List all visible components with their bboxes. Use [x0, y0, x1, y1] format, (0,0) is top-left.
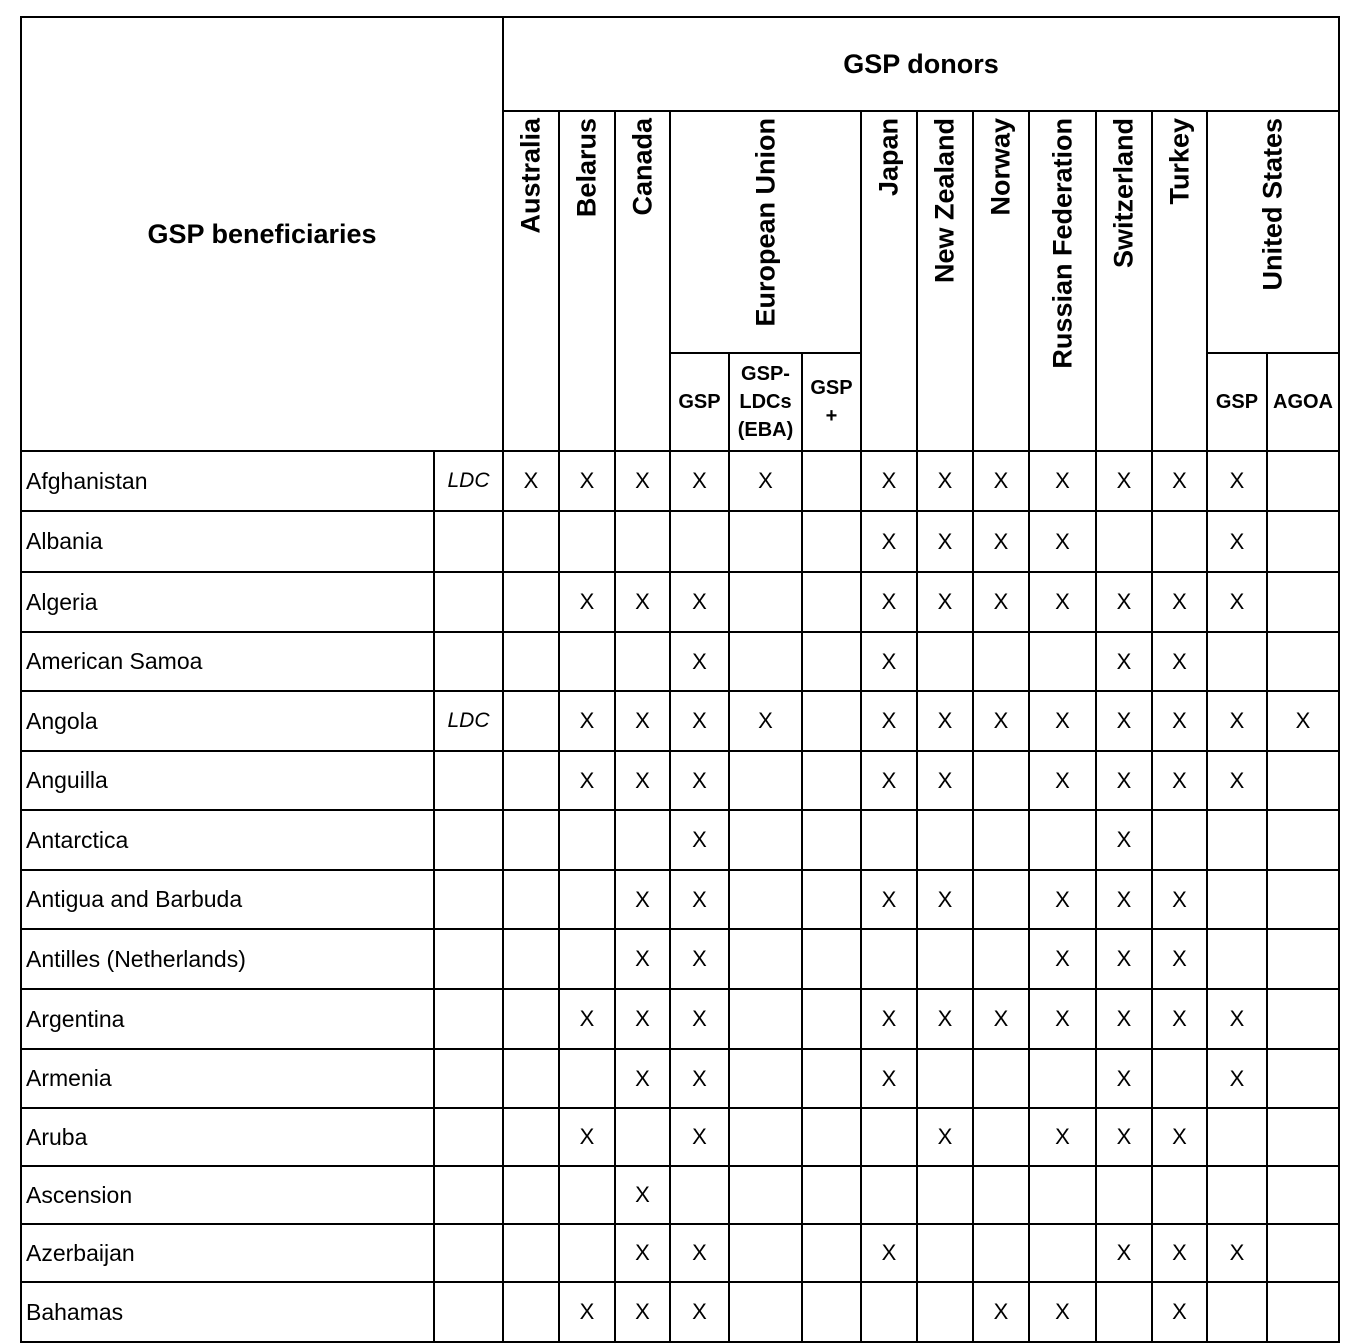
- table-row: [21, 511, 1339, 572]
- donor-mark: [729, 632, 802, 691]
- donor-mark: X: [1152, 451, 1207, 511]
- eu-eba-label-1: GSP-: [741, 363, 790, 385]
- ldc-status: [434, 870, 503, 929]
- beneficiary-name: Armenia: [21, 1049, 434, 1108]
- donor-mark: [917, 1166, 973, 1224]
- donor-turkey-label: Turkey: [1164, 118, 1194, 205]
- donor-norway-label: Norway: [985, 118, 1016, 216]
- table-body: [21, 451, 1339, 1342]
- beneficiary-name: Afghanistan: [21, 451, 434, 511]
- table-row: [21, 691, 1339, 751]
- donor-mark: [1267, 511, 1339, 572]
- donor-mark: X: [615, 451, 670, 511]
- donor-mark: [503, 1049, 559, 1108]
- donor-mark: [917, 1282, 973, 1342]
- donor-mark: [973, 1108, 1029, 1166]
- donor-mark: X: [1096, 1049, 1152, 1108]
- donors-header: [503, 17, 1339, 111]
- donor-mark: [729, 1224, 802, 1282]
- donor-mark: X: [559, 751, 615, 810]
- donor-mark: [559, 632, 615, 691]
- donor-new-zealand-label: New Zealand: [929, 118, 960, 284]
- donor-mark: [729, 929, 802, 989]
- donor-mark: X: [615, 572, 670, 632]
- donor-mark: X: [670, 1224, 729, 1282]
- donor-mark: [503, 1282, 559, 1342]
- donor-mark: [802, 451, 861, 511]
- donor-mark: X: [559, 989, 615, 1049]
- donor-mark: X: [917, 572, 973, 632]
- donor-mark: [1029, 1166, 1096, 1224]
- donor-mark: [1029, 1049, 1096, 1108]
- donor-mark: X: [917, 751, 973, 810]
- table-row: [21, 1049, 1339, 1108]
- donor-mark: [917, 1049, 973, 1108]
- donor-mark: X: [917, 870, 973, 929]
- donor-mark: [802, 1049, 861, 1108]
- donor-mark: X: [861, 632, 917, 691]
- donor-mark: X: [1096, 810, 1152, 870]
- donor-mark: X: [615, 751, 670, 810]
- donor-mark: X: [1096, 870, 1152, 929]
- beneficiary-name: Aruba: [21, 1108, 434, 1166]
- donor-mark: [503, 572, 559, 632]
- ldc-status: [434, 1108, 503, 1166]
- donor-mark: X: [1096, 929, 1152, 989]
- donor-mark: X: [1096, 691, 1152, 751]
- donor-mark: X: [973, 1282, 1029, 1342]
- ldc-status: [434, 1166, 503, 1224]
- eu-gsp-header: [670, 353, 729, 451]
- donor-mark: X: [1029, 1282, 1096, 1342]
- donor-mark: X: [615, 1049, 670, 1108]
- donor-mark: X: [503, 451, 559, 511]
- donor-mark: [1152, 1049, 1207, 1108]
- donor-belarus: [559, 111, 615, 451]
- ldc-status: LDC: [434, 451, 503, 511]
- eu-eba-label-2: LDCs: [739, 391, 792, 413]
- donor-mark: X: [559, 451, 615, 511]
- donor-mark: X: [615, 870, 670, 929]
- donor-mark: [973, 929, 1029, 989]
- donor-mark: X: [1029, 572, 1096, 632]
- donor-mark: [1267, 1108, 1339, 1166]
- ldc-status: [434, 572, 503, 632]
- donor-mark: [729, 1282, 802, 1342]
- donor-mark: X: [861, 691, 917, 751]
- donor-mark: [1207, 1166, 1267, 1224]
- donor-new-zealand: [917, 111, 973, 451]
- donor-mark: [802, 751, 861, 810]
- table-row: [21, 1166, 1339, 1224]
- donor-mark: [503, 1108, 559, 1166]
- donor-mark: [503, 870, 559, 929]
- donor-mark: [802, 511, 861, 572]
- donor-mark: X: [1152, 870, 1207, 929]
- donor-mark: X: [1029, 870, 1096, 929]
- donor-mark: [503, 751, 559, 810]
- donor-australia: [503, 111, 559, 451]
- donor-mark: X: [861, 1224, 917, 1282]
- donor-mark: [1207, 870, 1267, 929]
- beneficiary-name: Argentina: [21, 989, 434, 1049]
- donor-mark: X: [1207, 989, 1267, 1049]
- eu-eba-label-3: (EBA): [737, 419, 794, 441]
- donor-australia-label: Australia: [515, 118, 546, 234]
- beneficiary-name: Ascension: [21, 1166, 434, 1224]
- beneficiary-name: Bahamas: [21, 1282, 434, 1342]
- donor-mark: [802, 810, 861, 870]
- table-row: [21, 870, 1339, 929]
- donor-mark: [1096, 511, 1152, 572]
- eu-eba-header: [729, 353, 802, 451]
- donor-russia-label: Russian Federation: [1047, 118, 1077, 369]
- donor-mark: X: [1207, 511, 1267, 572]
- donor-mark: X: [973, 989, 1029, 1049]
- donor-mark: [1207, 810, 1267, 870]
- donor-mark: [729, 870, 802, 929]
- donor-mark: [802, 572, 861, 632]
- donor-mark: [503, 810, 559, 870]
- donor-mark: X: [670, 632, 729, 691]
- table-row: [21, 632, 1339, 691]
- donor-mark: [917, 810, 973, 870]
- donor-mark: X: [1207, 1049, 1267, 1108]
- donor-mark: [615, 511, 670, 572]
- eu-gsp-plus-label-2: +: [825, 405, 838, 427]
- donor-mark: [802, 691, 861, 751]
- donor-eu: [670, 111, 861, 353]
- donor-mark: X: [1029, 451, 1096, 511]
- donor-mark: X: [973, 691, 1029, 751]
- donor-turkey: [1152, 111, 1207, 451]
- donor-mark: [1029, 810, 1096, 870]
- donor-mark: X: [670, 810, 729, 870]
- donor-mark: X: [1207, 451, 1267, 511]
- table-row: [21, 1224, 1339, 1282]
- donor-mark: [503, 1166, 559, 1224]
- donor-mark: X: [973, 451, 1029, 511]
- donor-mark: X: [670, 1108, 729, 1166]
- donor-mark: [559, 1166, 615, 1224]
- beneficiary-name: Antilles (Netherlands): [21, 929, 434, 989]
- donor-mark: X: [1152, 572, 1207, 632]
- donor-mark: X: [559, 691, 615, 751]
- donor-mark: [615, 632, 670, 691]
- beneficiary-name: Algeria: [21, 572, 434, 632]
- donor-mark: X: [1152, 691, 1207, 751]
- donor-mark: X: [861, 1049, 917, 1108]
- donor-mark: [1267, 632, 1339, 691]
- donor-mark: X: [917, 511, 973, 572]
- donor-mark: [729, 1108, 802, 1166]
- donor-mark: X: [1096, 1108, 1152, 1166]
- donor-mark: X: [1152, 751, 1207, 810]
- donor-mark: X: [670, 989, 729, 1049]
- table-row: [21, 989, 1339, 1049]
- donor-mark: X: [670, 1049, 729, 1108]
- donor-mark: [861, 1282, 917, 1342]
- beneficiary-name: Antigua and Barbuda: [21, 870, 434, 929]
- donor-mark: [802, 1166, 861, 1224]
- donor-mark: X: [670, 451, 729, 511]
- ldc-status: [434, 929, 503, 989]
- ldc-status: [434, 989, 503, 1049]
- donor-mark: [802, 1224, 861, 1282]
- donor-mark: [802, 632, 861, 691]
- donor-mark: [1267, 1224, 1339, 1282]
- donor-mark: X: [1096, 632, 1152, 691]
- ldc-status: LDC: [434, 691, 503, 751]
- us-agoa-header: [1267, 353, 1339, 451]
- donor-mark: X: [861, 511, 917, 572]
- donor-mark: [802, 1108, 861, 1166]
- donor-mark: [1267, 1282, 1339, 1342]
- donor-mark: [1267, 572, 1339, 632]
- donor-mark: [503, 691, 559, 751]
- donor-mark: X: [861, 751, 917, 810]
- donor-mark: [973, 751, 1029, 810]
- donor-mark: [973, 810, 1029, 870]
- donor-mark: X: [1152, 1108, 1207, 1166]
- donor-mark: X: [615, 929, 670, 989]
- donor-mark: X: [973, 511, 1029, 572]
- donor-mark: [861, 1166, 917, 1224]
- donor-mark: X: [670, 572, 729, 632]
- donor-mark: X: [559, 572, 615, 632]
- donor-mark: [917, 929, 973, 989]
- donor-mark: [1267, 989, 1339, 1049]
- donor-mark: X: [670, 751, 729, 810]
- donor-mark: X: [1096, 751, 1152, 810]
- donor-mark: [973, 1166, 1029, 1224]
- donor-mark: X: [670, 691, 729, 751]
- donor-mark: [729, 511, 802, 572]
- beneficiary-name: Angola: [21, 691, 434, 751]
- donor-mark: [1267, 451, 1339, 511]
- ldc-status: [434, 1282, 503, 1342]
- donor-mark: X: [615, 1224, 670, 1282]
- donor-mark: [861, 810, 917, 870]
- donors-header-label: GSP donors: [843, 48, 999, 79]
- donor-mark: [503, 511, 559, 572]
- donor-mark: X: [1152, 1224, 1207, 1282]
- donor-mark: X: [861, 451, 917, 511]
- donor-mark: [503, 1224, 559, 1282]
- donor-mark: X: [1152, 1282, 1207, 1342]
- donor-mark: X: [1029, 691, 1096, 751]
- eu-gsp-plus-header: [802, 353, 861, 451]
- donor-mark: [559, 929, 615, 989]
- donor-mark: X: [1096, 572, 1152, 632]
- ldc-status: [434, 1049, 503, 1108]
- donor-norway: [973, 111, 1029, 451]
- eu-gsp-label: GSP: [678, 391, 721, 413]
- donor-mark: X: [1152, 989, 1207, 1049]
- donor-mark: X: [1207, 691, 1267, 751]
- us-gsp-header: [1207, 353, 1267, 451]
- us-agoa-label: AGOA: [1273, 391, 1333, 413]
- table-row: [21, 1282, 1339, 1342]
- table-row: [21, 572, 1339, 632]
- donor-mark: X: [559, 1108, 615, 1166]
- donor-mark: [1152, 511, 1207, 572]
- donor-mark: [802, 870, 861, 929]
- gsp-table: [20, 16, 1340, 1343]
- table-row: [21, 1108, 1339, 1166]
- table-row: [21, 751, 1339, 810]
- donor-mark: [1152, 1166, 1207, 1224]
- donor-mark: [973, 870, 1029, 929]
- donor-mark: X: [615, 1282, 670, 1342]
- donor-mark: [973, 1049, 1029, 1108]
- donor-mark: [973, 632, 1029, 691]
- donor-switzerland: [1096, 111, 1152, 451]
- donor-mark: X: [861, 989, 917, 1049]
- us-gsp-label: GSP: [1215, 391, 1259, 413]
- beneficiary-name: American Samoa: [21, 632, 434, 691]
- donor-mark: [1096, 1166, 1152, 1224]
- donor-mark: [1267, 1049, 1339, 1108]
- donor-mark: [917, 1224, 973, 1282]
- donor-mark: X: [729, 451, 802, 511]
- donor-mark: [503, 989, 559, 1049]
- donor-us-label: United States: [1257, 118, 1288, 291]
- donor-belarus-label: Belarus: [571, 118, 602, 218]
- donor-mark: [1267, 870, 1339, 929]
- donor-japan: [861, 111, 917, 451]
- beneficiary-name: Azerbaijan: [21, 1224, 434, 1282]
- donor-mark: X: [861, 870, 917, 929]
- donor-mark: X: [973, 572, 1029, 632]
- donor-mark: [615, 1108, 670, 1166]
- donor-mark: [503, 929, 559, 989]
- donor-mark: [729, 810, 802, 870]
- beneficiary-name: Albania: [21, 511, 434, 572]
- donor-mark: X: [917, 989, 973, 1049]
- donor-mark: [861, 929, 917, 989]
- ldc-status: [434, 810, 503, 870]
- donor-mark: [1267, 929, 1339, 989]
- donor-mark: X: [670, 1282, 729, 1342]
- donor-mark: X: [1267, 691, 1339, 751]
- donor-mark: [729, 572, 802, 632]
- ldc-status: [434, 632, 503, 691]
- donor-russia: [1029, 111, 1096, 451]
- donor-mark: [670, 511, 729, 572]
- donor-mark: [729, 989, 802, 1049]
- donor-mark: X: [1096, 451, 1152, 511]
- donor-mark: [1096, 1282, 1152, 1342]
- ldc-status: [434, 751, 503, 810]
- ldc-status: [434, 1224, 503, 1282]
- donor-mark: [670, 1166, 729, 1224]
- donor-japan-label: Japan: [873, 118, 904, 197]
- donor-us: [1207, 111, 1339, 353]
- donor-mark: [917, 632, 973, 691]
- donor-mark: X: [917, 451, 973, 511]
- donor-mark: X: [917, 1108, 973, 1166]
- donor-mark: X: [1096, 1224, 1152, 1282]
- donor-mark: X: [917, 691, 973, 751]
- donor-mark: X: [1029, 511, 1096, 572]
- donor-mark: [973, 1224, 1029, 1282]
- donor-mark: [1267, 751, 1339, 810]
- beneficiaries-header: [21, 17, 503, 451]
- donor-mark: X: [615, 691, 670, 751]
- donor-mark: X: [1096, 989, 1152, 1049]
- donor-mark: X: [615, 1166, 670, 1224]
- donor-mark: [1152, 810, 1207, 870]
- donor-eu-label: European Union: [750, 118, 780, 327]
- donor-canada: [615, 111, 670, 451]
- donor-mark: [1029, 1224, 1096, 1282]
- donor-mark: [802, 989, 861, 1049]
- donor-mark: [615, 810, 670, 870]
- donor-mark: [559, 810, 615, 870]
- donor-mark: X: [861, 572, 917, 632]
- donor-mark: [1267, 1166, 1339, 1224]
- donor-mark: X: [1152, 929, 1207, 989]
- donor-mark: X: [670, 870, 729, 929]
- donor-mark: [559, 870, 615, 929]
- donor-mark: X: [670, 929, 729, 989]
- donor-mark: X: [1029, 751, 1096, 810]
- donor-mark: [729, 1049, 802, 1108]
- donor-mark: X: [1207, 1224, 1267, 1282]
- donor-mark: X: [615, 989, 670, 1049]
- donor-mark: X: [1029, 989, 1096, 1049]
- donor-mark: X: [1152, 632, 1207, 691]
- ldc-status: [434, 511, 503, 572]
- table-row: [21, 451, 1339, 511]
- donor-mark: X: [1207, 572, 1267, 632]
- donor-mark: [802, 929, 861, 989]
- eu-gsp-plus-label-1: GSP: [810, 377, 853, 399]
- table-row: [21, 929, 1339, 989]
- donor-mark: X: [1029, 1108, 1096, 1166]
- table-row: [21, 810, 1339, 870]
- donor-mark: [559, 1224, 615, 1282]
- donor-mark: [729, 751, 802, 810]
- donor-mark: [1267, 810, 1339, 870]
- donor-mark: [559, 511, 615, 572]
- donor-mark: X: [729, 691, 802, 751]
- donor-canada-label: Canada: [627, 118, 657, 216]
- donor-mark: [1207, 632, 1267, 691]
- donor-mark: [1207, 929, 1267, 989]
- donor-mark: [1029, 632, 1096, 691]
- donor-mark: [729, 1166, 802, 1224]
- donor-mark: [559, 1049, 615, 1108]
- donor-mark: [861, 1108, 917, 1166]
- donor-mark: [503, 632, 559, 691]
- beneficiary-name: Antarctica: [21, 810, 434, 870]
- donor-mark: [802, 1282, 861, 1342]
- donor-mark: X: [1029, 929, 1096, 989]
- donor-mark: X: [559, 1282, 615, 1342]
- donor-mark: X: [1207, 751, 1267, 810]
- beneficiary-name: Anguilla: [21, 751, 434, 810]
- donor-switzerland-label: Switzerland: [1108, 118, 1139, 269]
- beneficiaries-header-label: GSP beneficiaries: [147, 218, 377, 249]
- donor-mark: [1207, 1108, 1267, 1166]
- donor-mark: [1207, 1282, 1267, 1342]
